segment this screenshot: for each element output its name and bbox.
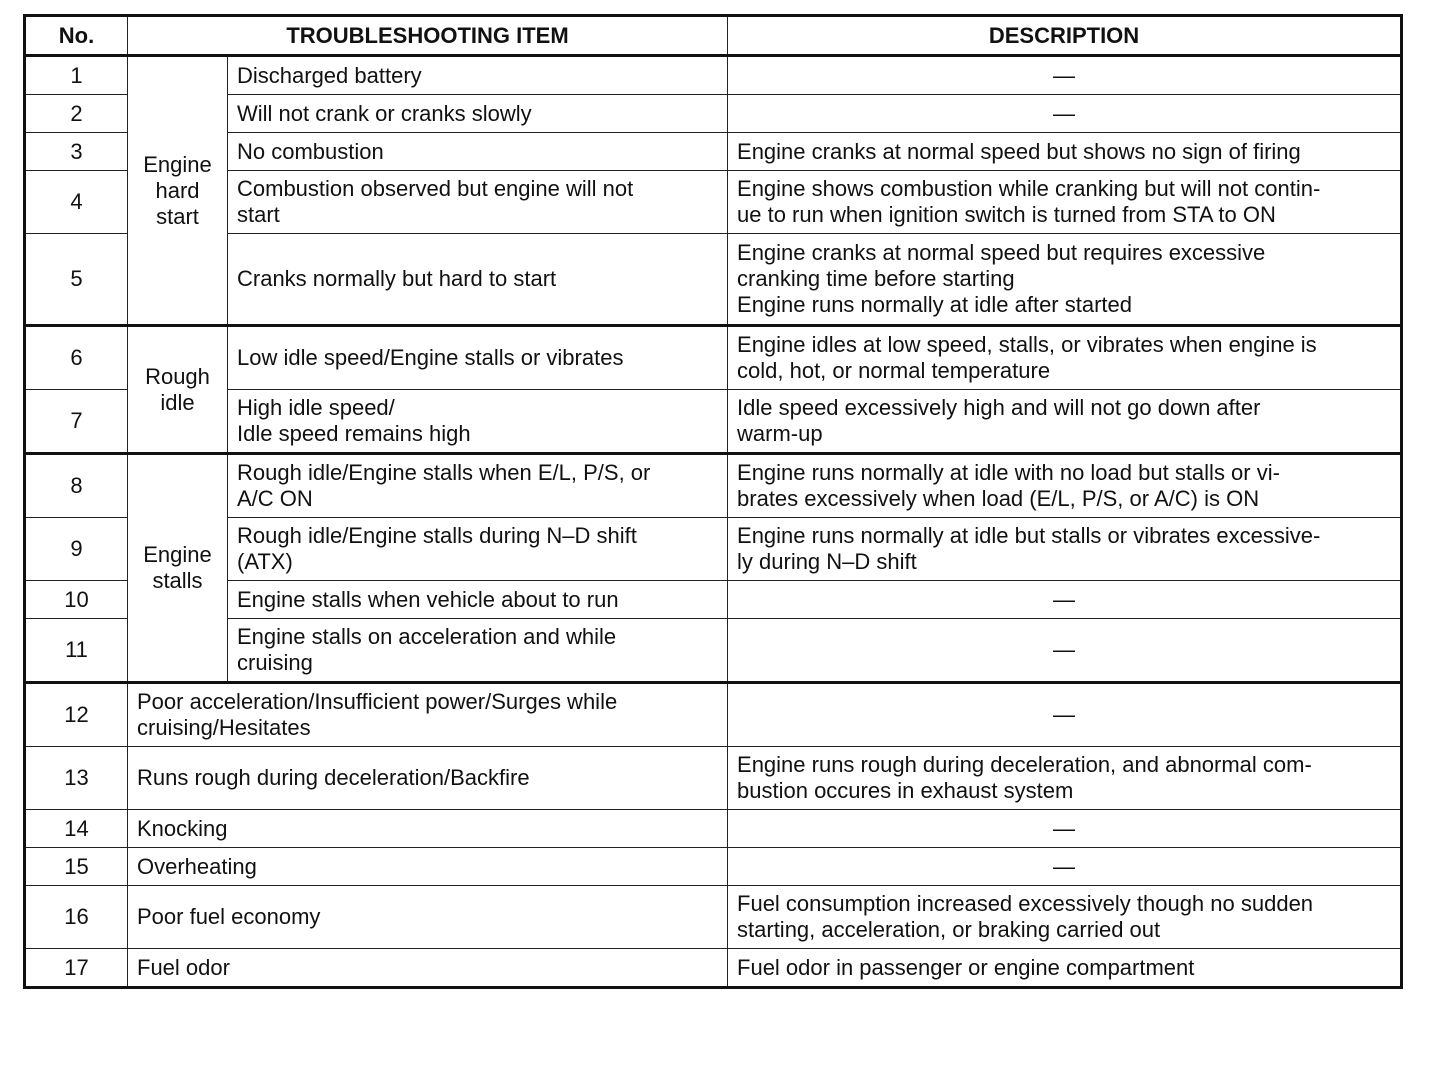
row-number: 11 <box>25 619 128 683</box>
table-row <box>25 56 1402 95</box>
description: Engine cranks at normal speed but shows no sign of firing <box>728 133 1402 171</box>
description: — <box>728 56 1402 95</box>
row-number: 9 <box>25 518 128 581</box>
troubleshooting-item: Cranks normally but hard to start <box>228 234 728 326</box>
troubleshooting-item: Discharged battery <box>228 56 728 95</box>
description: — <box>728 581 1402 619</box>
troubleshooting-item: Engine stalls on acceleration and while cruising <box>228 619 728 683</box>
description: Fuel odor in passenger or engine compartment <box>728 949 1402 988</box>
description: — <box>728 810 1402 848</box>
troubleshooting-item: Will not crank or cranks slowly <box>228 95 728 133</box>
description: Engine runs rough during deceleration, and abnormal com- bustion occures in exhaust system <box>728 747 1402 810</box>
table-row <box>25 518 1402 581</box>
description: Fuel consumption increased excessively though no sudden starting, acceleration, or braking carried out <box>728 886 1402 949</box>
header-troubleshooting-item: TROUBLESHOOTING ITEM <box>128 16 728 56</box>
table-row <box>25 454 1402 518</box>
group-rough-idle: Rough idle <box>128 326 228 454</box>
description: Engine idles at low speed, stalls, or vibrates when engine is cold, hot, or normal temperature <box>728 326 1402 390</box>
troubleshooting-item: Knocking <box>128 810 728 848</box>
troubleshooting-item: No combustion <box>228 133 728 171</box>
troubleshooting-item: Poor acceleration/Insufficient power/Surges while cruising/Hesitates <box>128 683 728 747</box>
troubleshooting-item: Rough idle/Engine stalls during N–D shift (ATX) <box>228 518 728 581</box>
table-row <box>25 326 1402 390</box>
description: — <box>728 683 1402 747</box>
table-row <box>25 683 1402 747</box>
table-row <box>25 95 1402 133</box>
table-row <box>25 390 1402 454</box>
troubleshooting-item: Fuel odor <box>128 949 728 988</box>
table-row <box>25 171 1402 234</box>
troubleshooting-item: High idle speed/ Idle speed remains high <box>228 390 728 454</box>
troubleshooting-item: Engine stalls when vehicle about to run <box>228 581 728 619</box>
table-row <box>25 747 1402 810</box>
header-no: No. <box>25 16 128 56</box>
table-row <box>25 949 1402 988</box>
row-number: 6 <box>25 326 128 390</box>
table-row <box>25 810 1402 848</box>
header-description: DESCRIPTION <box>728 16 1402 56</box>
row-number: 12 <box>25 683 128 747</box>
description: Idle speed excessively high and will not go down after warm-up <box>728 390 1402 454</box>
row-number: 16 <box>25 886 128 949</box>
troubleshooting-item: Runs rough during deceleration/Backfire <box>128 747 728 810</box>
table-row <box>25 234 1402 326</box>
troubleshooting-item: Overheating <box>128 848 728 886</box>
troubleshooting-item: Low idle speed/Engine stalls or vibrates <box>228 326 728 390</box>
row-number: 1 <box>25 56 128 95</box>
row-number: 17 <box>25 949 128 988</box>
description: Engine cranks at normal speed but requires excessive cranking time before starting Engine runs normally at idle after started <box>728 234 1402 326</box>
troubleshooting-item: Combustion observed but engine will not start <box>228 171 728 234</box>
description: — <box>728 848 1402 886</box>
row-number: 2 <box>25 95 128 133</box>
group-engine-hard-start: Engine hard start <box>128 56 228 326</box>
troubleshooting-item: Poor fuel economy <box>128 886 728 949</box>
row-number: 15 <box>25 848 128 886</box>
group-engine-stalls: Engine stalls <box>128 454 228 683</box>
row-number: 8 <box>25 454 128 518</box>
description: — <box>728 95 1402 133</box>
table-row <box>25 133 1402 171</box>
troubleshooting-table <box>23 14 1403 989</box>
table-row <box>25 619 1402 683</box>
row-number: 3 <box>25 133 128 171</box>
row-number: 13 <box>25 747 128 810</box>
row-number: 10 <box>25 581 128 619</box>
row-number: 7 <box>25 390 128 454</box>
table-row <box>25 886 1402 949</box>
row-number: 5 <box>25 234 128 326</box>
row-number: 14 <box>25 810 128 848</box>
table-row <box>25 848 1402 886</box>
description: — <box>728 619 1402 683</box>
troubleshooting-item: Rough idle/Engine stalls when E/L, P/S, or A/C ON <box>228 454 728 518</box>
description: Engine shows combustion while cranking but will not contin- ue to run when ignition switch is turned from STA to ON <box>728 171 1402 234</box>
row-number: 4 <box>25 171 128 234</box>
table-row <box>25 581 1402 619</box>
description: Engine runs normally at idle but stalls or vibrates excessive- ly during N–D shift <box>728 518 1402 581</box>
description: Engine runs normally at idle with no load but stalls or vi- brates excessively when load (E/L, P/S, or A/C) is ON <box>728 454 1402 518</box>
header-row <box>25 16 1402 56</box>
